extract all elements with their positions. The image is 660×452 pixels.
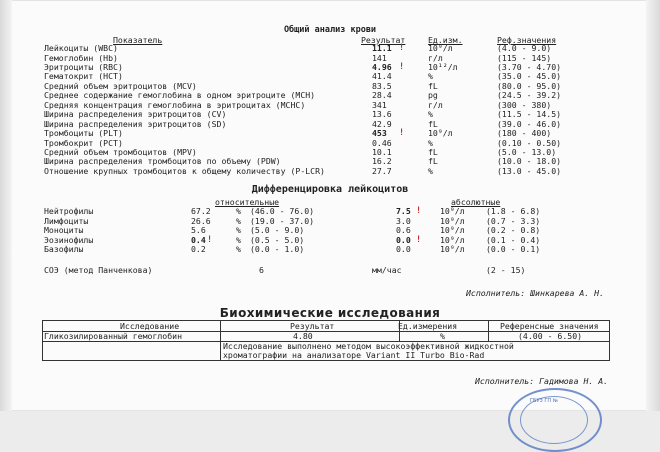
- diff-row-rel-value: 5.6: [191, 225, 206, 236]
- cbc-row-ref: (0.10 - 0.50): [497, 137, 562, 148]
- cbc-row-name: Средняя концентрация гемоглобина в эритроцитах (MCHC): [44, 99, 306, 110]
- diff-row-rel-value: 0.4: [191, 234, 206, 245]
- diff-row-rel-ref: (0.0 - 1.0): [250, 244, 305, 255]
- diff-row-abs-value: 0.0: [396, 244, 411, 255]
- cbc-row-unit: %: [428, 71, 433, 82]
- diff-row-abs-ref: (0.0 - 0.1): [486, 244, 541, 255]
- cbc-row-unit: %: [428, 109, 433, 120]
- diff-relative-header: относительные: [215, 197, 280, 207]
- diff-row-rel-ref: (19.0 - 37.0): [250, 215, 315, 226]
- cbc-row-ref: (4.0 - 9.0): [497, 43, 552, 53]
- cbc-title: Общий анализ крови: [283, 25, 377, 35]
- bio-header-ref: Референсные значения: [500, 321, 599, 331]
- bio-note-line1: Исследование выполнено методом высокоэффективной жидкостной: [223, 341, 514, 351]
- cbc-row-ref: (180 - 400): [497, 128, 552, 139]
- diff-row-name: Базофилы: [44, 244, 84, 255]
- cbc-row-value: 141: [372, 52, 387, 63]
- bio-row-study: Гликозилированный гемоглобин: [44, 331, 183, 341]
- cbc-row-unit: %: [428, 165, 433, 176]
- diff-row-rel-value: 0.2: [191, 244, 206, 255]
- page-edge-right: [646, 0, 660, 411]
- diff-row-rel-ref: (5.0 - 9.0): [250, 225, 305, 236]
- bio-note-line2: хроматографии на анализаторе Variant II Turbo Bio-Rad: [223, 350, 485, 360]
- cbc-row-name: Средний объем тромбоцитов (MPV): [44, 146, 197, 157]
- cbc-header-indicator: Показатель: [113, 35, 163, 45]
- cbc-row-unit: 10⁹/л: [428, 128, 453, 139]
- cbc-row-name: Тромбоциты (PLT): [44, 128, 123, 139]
- diff-row-rel-unit: %: [236, 215, 241, 226]
- bio-executor: Исполнитель: Гадимова Н. А.: [475, 376, 609, 386]
- diff-row-abs-ref: (1.8 - 6.8): [486, 206, 541, 216]
- cbc-row-ref: (10.0 - 18.0): [497, 156, 562, 167]
- cbc-row-name: Ширина распределения эритроцитов (SD): [44, 118, 227, 129]
- bio-header-unit: Ед.измерения: [398, 321, 458, 331]
- cbc-row-value: 453: [372, 128, 387, 139]
- cbc-row-ref: (3.70 - 4.70): [497, 61, 562, 72]
- diff-row-abs-value: 0.0: [396, 234, 411, 245]
- cbc-row-value: 341: [372, 99, 387, 110]
- cbc-row-value: 41.4: [372, 71, 392, 82]
- cbc-row-unit: fL: [428, 80, 438, 91]
- cbc-row-unit: fL: [428, 156, 438, 167]
- cbc-header-unit: Ед.изм.: [428, 35, 463, 45]
- cbc-row-ref: (300 - 380): [497, 99, 552, 110]
- diff-row-abs-unit: 10⁹/л: [440, 244, 465, 255]
- cbc-row-value: 83.5: [372, 80, 392, 91]
- cbc-header-ref: Реф.значения: [497, 35, 557, 45]
- bio-row-ref: (4.00 - 6.50): [518, 331, 583, 341]
- cbc-row-name: Лейкоциты (WBC): [44, 43, 118, 53]
- diff-row-abs-ref: (0.2 - 0.8): [486, 225, 541, 236]
- bio-title: Биохимические исследования: [219, 306, 441, 320]
- cbc-row-name: Отношение крупных тромбоцитов к общему количеству (P-LCR): [44, 165, 325, 176]
- diff-row-abs-unit: 10⁹/л: [440, 225, 465, 236]
- cbc-row-ref: (39.0 - 46.0): [497, 118, 562, 129]
- cbc-row-unit: %: [428, 137, 433, 148]
- cbc-row-name: Тромбокрит (PCT): [44, 137, 123, 148]
- diff-row-abs-value: 7.5: [396, 206, 411, 216]
- diff-row-abs-unit: 10⁹/л: [440, 206, 465, 216]
- diff-row-abs-value: 0.6: [396, 225, 411, 236]
- cbc-row-value: 28.4: [372, 90, 392, 101]
- cbc-row-name: Эритроциты (RBC): [44, 61, 123, 72]
- cbc-row-unit: 10⁹/л: [428, 43, 453, 53]
- cbc-row-unit: fL: [428, 118, 438, 129]
- diff-row-name: Моноциты: [44, 225, 84, 236]
- diff-title: Дифференцировка лейкоцитов: [251, 184, 409, 195]
- cbc-row-name: Ширина распределения тромбоцитов по объему (PDW): [44, 156, 281, 167]
- diff-row-abs-ref: (0.7 - 3.3): [486, 215, 541, 226]
- diff-row-rel-unit: %: [236, 234, 241, 245]
- diff-row-rel-value: 67.2: [191, 206, 211, 216]
- cbc-row-name: Гематокрит (HCT): [44, 71, 123, 82]
- diff-row-name: Нейтрофилы: [44, 206, 94, 216]
- diff-row-rel-unit: %: [236, 225, 241, 236]
- diff-row-rel-unit: %: [236, 206, 241, 216]
- cbc-row-ref: (13.0 - 45.0): [497, 165, 562, 176]
- cbc-row-flag: !: [399, 43, 405, 53]
- cbc-row-unit: pg: [428, 90, 438, 101]
- diff-row-name: Эозинофилы: [44, 234, 94, 245]
- diff-row-rel-unit: %: [236, 244, 241, 255]
- diff-row-abs-unit: 10⁹/л: [440, 215, 465, 226]
- cbc-row-ref: (11.5 - 14.5): [497, 109, 562, 120]
- cbc-row-name: Гемоглобин (Hb): [44, 52, 118, 63]
- esr-label: СОЭ (метод Панченкова): [44, 265, 153, 275]
- bio-table: [42, 320, 610, 360]
- diff-executor: Исполнитель: Шинкарева А. Н.: [466, 288, 605, 298]
- diff-row-name: Лимфоциты: [44, 215, 89, 226]
- cbc-row-flag: !: [399, 61, 405, 72]
- diff-row-rel-value: 26.6: [191, 215, 211, 226]
- stamp-text: ГБУЗ ГП №: [530, 398, 558, 404]
- bio-header-study: Исследование: [120, 321, 180, 331]
- cbc-row-flag: !: [399, 128, 405, 139]
- cbc-header-result: Результат: [361, 35, 406, 45]
- cbc-row-value: 16.2: [372, 156, 392, 167]
- cbc-row-ref: (80.0 - 95.0): [497, 80, 562, 91]
- cbc-row-value: 27.7: [372, 165, 392, 176]
- diff-absolute-header: абсолютные: [451, 197, 501, 207]
- esr-unit: мм/час: [372, 265, 402, 275]
- cbc-row-ref: (115 - 145): [497, 52, 552, 63]
- cbc-row-ref: (35.0 - 45.0): [497, 71, 562, 82]
- diff-row-abs-flag: !: [416, 206, 422, 216]
- cbc-row-value: 10.1: [372, 146, 392, 157]
- cbc-row-unit: г/л: [428, 99, 443, 110]
- bio-row-unit: %: [440, 331, 445, 341]
- bio-header-result: Результат: [290, 321, 335, 331]
- cbc-row-value: 11.1: [372, 43, 392, 53]
- cbc-row-name: Среднее содержание гемоглобина в одном эритроците (MCH): [44, 90, 316, 101]
- cbc-row-unit: 10¹²/л: [428, 61, 458, 72]
- cbc-row-name: Средний объем эритроцитов (MCV): [44, 80, 197, 91]
- cbc-row-value: 0.46: [372, 137, 392, 148]
- cbc-row-ref: (5.0 - 13.0): [497, 146, 557, 157]
- esr-value: 6: [259, 265, 264, 275]
- bio-row-result: 4.80: [293, 331, 313, 341]
- cbc-row-value: 42.9: [372, 118, 392, 129]
- cbc-row-name: Ширина распределения эритроцитов (CV): [44, 109, 227, 120]
- cbc-row-unit: fL: [428, 146, 438, 157]
- diff-row-rel-ref: (46.0 - 76.0): [250, 206, 315, 216]
- cbc-row-ref: (24.5 - 39.2): [497, 90, 562, 101]
- diff-row-abs-ref: (0.1 - 0.4): [486, 234, 541, 245]
- page-edge-left: [0, 0, 12, 411]
- diff-row-rel-ref: (0.5 - 5.0): [250, 234, 305, 245]
- diff-row-abs-value: 3.0: [396, 215, 411, 226]
- esr-ref: (2 - 15): [486, 265, 526, 275]
- diff-row-abs-flag: !: [416, 234, 422, 245]
- diff-row-abs-unit: 10⁹/л: [440, 234, 465, 245]
- cbc-row-value: 13.6: [372, 109, 392, 120]
- cbc-row-value: 4.96: [372, 61, 392, 72]
- cbc-row-unit: г/л: [428, 52, 443, 63]
- diff-row-rel-flag: !: [207, 234, 213, 245]
